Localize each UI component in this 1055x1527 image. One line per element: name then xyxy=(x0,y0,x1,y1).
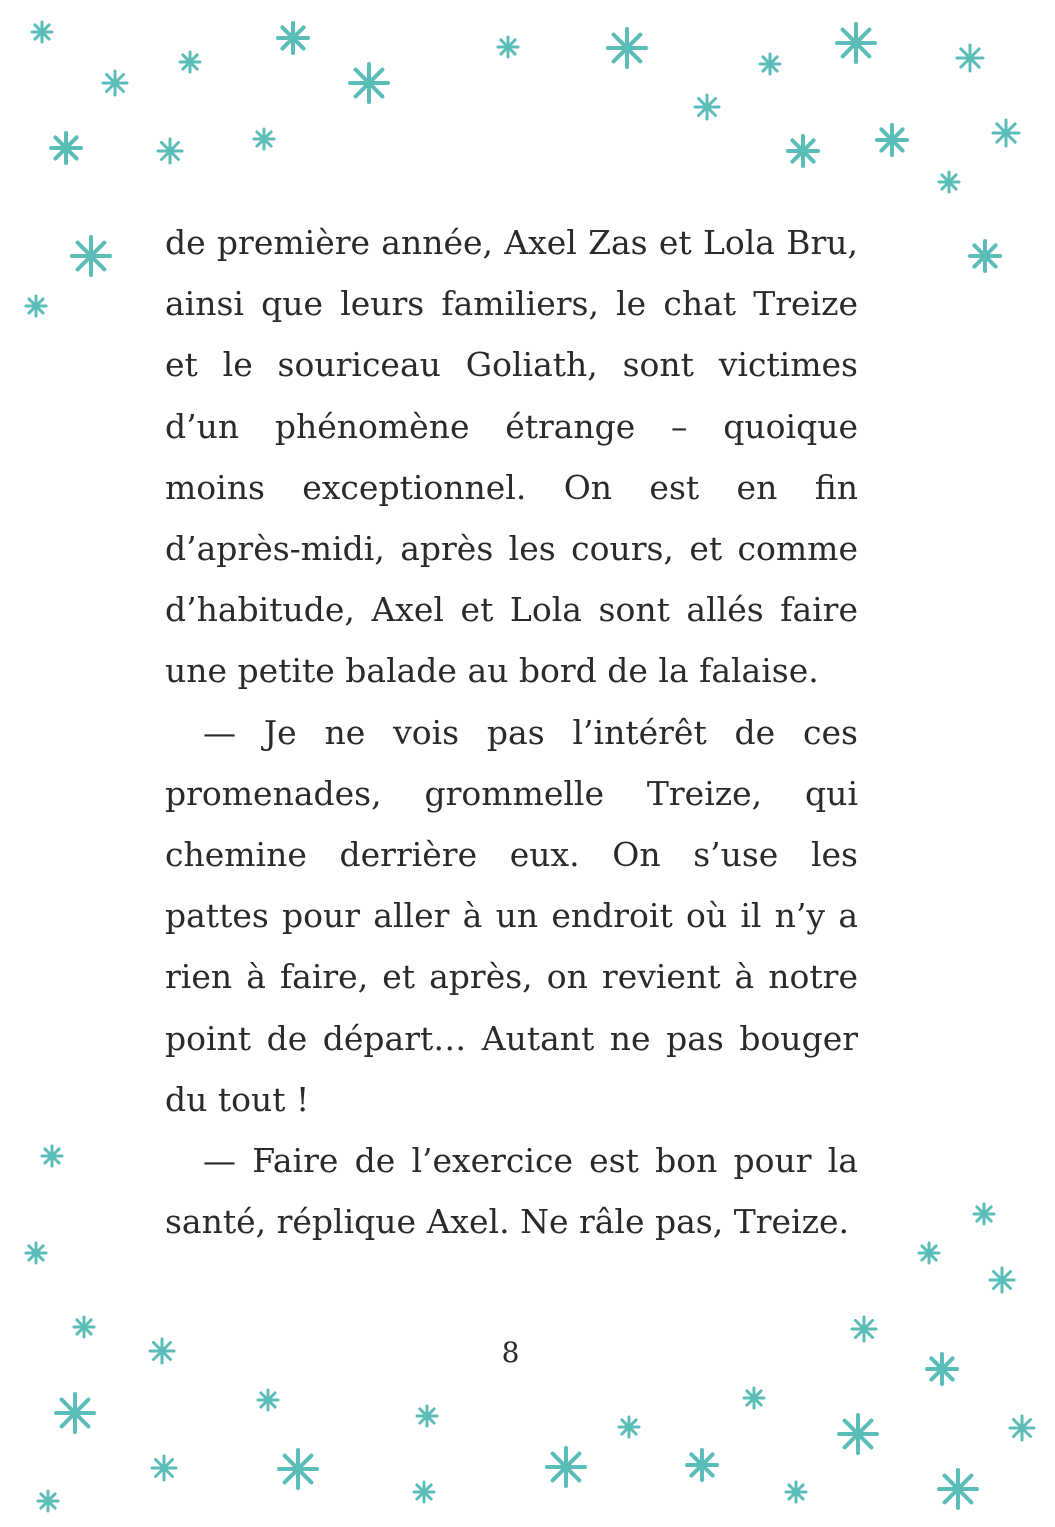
snowflake-icon xyxy=(957,45,983,71)
snowflake-icon xyxy=(42,1146,62,1166)
snowflake-icon xyxy=(744,1388,764,1408)
snowflake-icon xyxy=(26,296,46,316)
snowflake-icon xyxy=(786,1482,806,1502)
paragraph-3: — Faire de l’exercice est bon pour la santé, réplique Axel. Ne râle pas, Treize. xyxy=(165,1141,858,1242)
snowflake-icon xyxy=(278,23,308,53)
snowflake-icon xyxy=(26,1243,46,1263)
snowflake-icon xyxy=(877,125,907,155)
snowflake-icon xyxy=(56,1394,94,1432)
text-block xyxy=(165,212,858,1252)
snowflake-icon xyxy=(939,172,959,192)
snowflake-icon xyxy=(414,1482,434,1502)
snowflake-icon xyxy=(990,1268,1014,1292)
snowflake-icon xyxy=(619,1417,639,1437)
snowflake-icon xyxy=(350,64,388,102)
snowflake-icon xyxy=(837,24,875,62)
snowflake-icon xyxy=(760,54,780,74)
snowflake-icon xyxy=(32,22,52,42)
paragraph-2: — Je ne vois pas l’intérêt de ces promenades, grommelle Treize, qui chemine derrière eux. On s’use les pattes pour aller à un endroit où il n’y a rien à faire, et après, on revient à notre point de départ… Autant ne pas bouger du tout ! xyxy=(165,712,858,1119)
snowflake-icon xyxy=(180,52,200,72)
snowflake-icon xyxy=(279,1450,317,1488)
snowflake-icon xyxy=(417,1406,437,1426)
snowflake-icon xyxy=(788,136,818,166)
snowflake-icon xyxy=(547,1448,585,1486)
snowflake-icon xyxy=(152,1456,176,1480)
snowflake-icon xyxy=(38,1491,58,1511)
snowflake-icon xyxy=(74,1317,94,1337)
snowflake-icon xyxy=(498,37,518,57)
snowflake-icon xyxy=(919,1243,939,1263)
snowflake-icon xyxy=(1010,1416,1034,1440)
snowflake-icon xyxy=(970,241,1000,271)
snowflake-icon xyxy=(939,1470,977,1508)
snowflake-icon xyxy=(608,29,646,67)
snowflake-icon xyxy=(839,1415,877,1453)
snowflake-icon xyxy=(254,129,274,149)
snowflake-icon xyxy=(72,237,110,275)
snowflake-icon xyxy=(103,71,127,95)
snowflake-icon xyxy=(974,1204,994,1224)
paragraph-1: de première année, Axel Zas et Lola Bru, ainsi que leurs familiers, le chat Treize et le souriceau Goliath, sont victimes d’un phénomène étrange – quoique moins exceptionnel. On est en fin d’après-midi, après les cours, et comme d’habitude, Axel et Lola sont allés faire une petite balade au bord de la falaise. xyxy=(165,223,858,691)
snowflake-icon xyxy=(695,95,719,119)
snowflake-icon xyxy=(687,1450,717,1480)
snowflake-icon xyxy=(258,1390,278,1410)
snowflake-icon xyxy=(51,133,81,163)
snowflake-icon xyxy=(158,139,182,163)
snowflake-icon xyxy=(993,120,1019,146)
page-number: 8 xyxy=(501,1336,520,1369)
